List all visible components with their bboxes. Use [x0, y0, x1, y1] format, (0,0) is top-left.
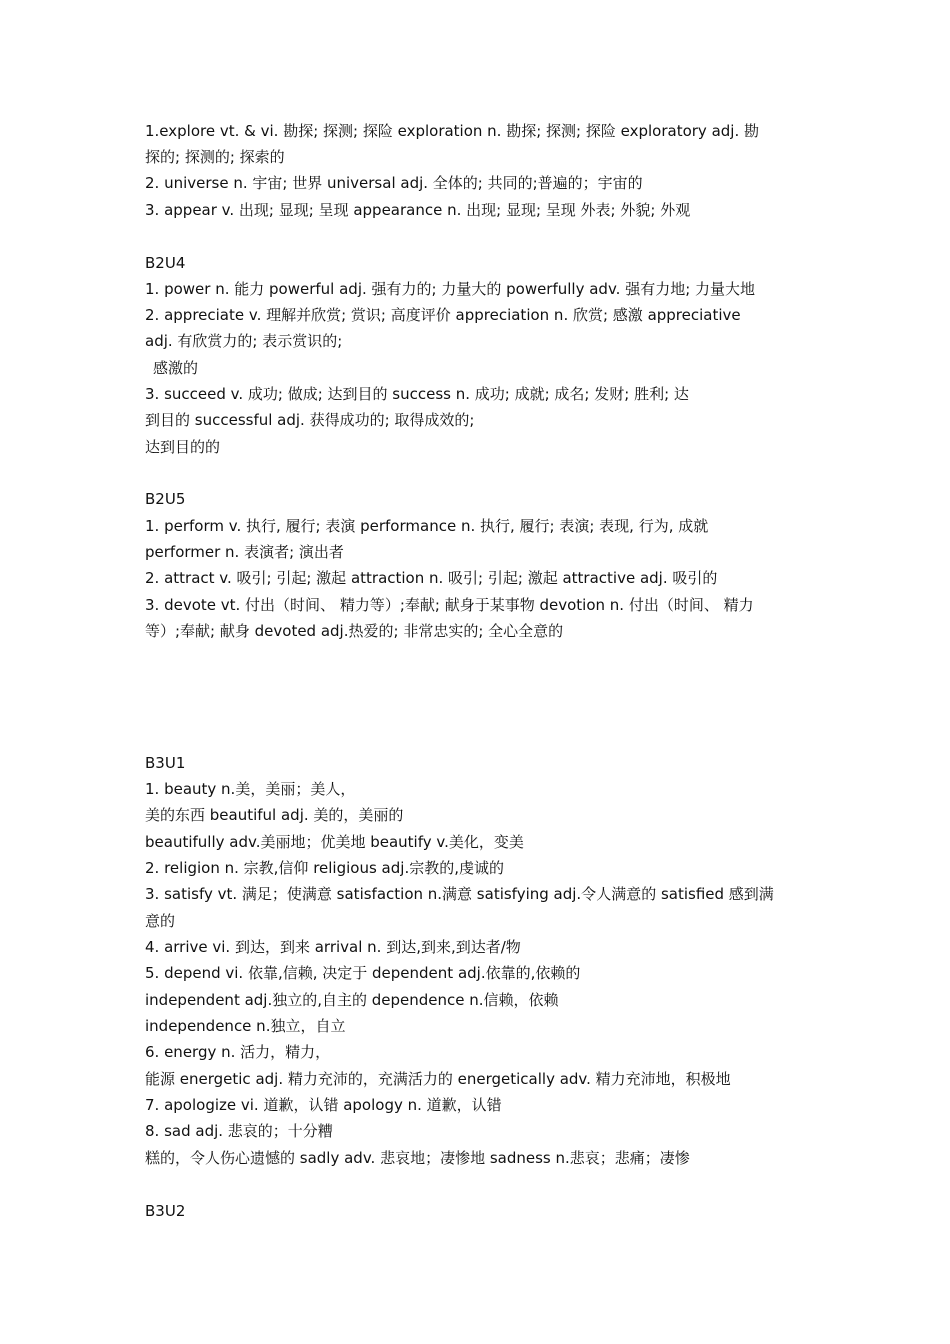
section-heading: B3U2 [145, 1202, 186, 1220]
text-line: 3. devote vt. 付出（时间、 精力等）;奉献; 献身于某事物 devotion n. 付出（时间、 精力 [145, 596, 754, 614]
text-line: 5. depend vi. 依靠,信赖, 决定于 dependent adj.依靠的,依赖的 [145, 964, 581, 982]
text-line: 3. appear v. 出现; 显现; 呈现 appearance n. 出现; 显现; 呈现 外表; 外貌; 外观 [145, 201, 691, 219]
text-line: 糕的，令人伤心遗憾的 sadly adv. 悲哀地；凄惨地 sadness n.悲哀；悲痛；凄惨 [145, 1149, 690, 1167]
section-heading: B3U1 [145, 754, 186, 772]
text-line: 4. arrive vi. 到达，到来 arrival n. 到达,到来,到达者/物 [145, 938, 521, 956]
text-line: 2. religion n. 宗教,信仰 religious adj.宗教的,虔诚的 [145, 859, 504, 877]
text-line: 1. power n. 能力 powerful adj. 强有力的; 力量大的 powerfully adv. 强有力地; 力量大地 [145, 280, 756, 298]
text-line: 能源 energetic adj. 精力充沛的，充满活力的 energetically adv. 精力充沛地，积极地 [145, 1070, 731, 1088]
text-line: 2. appreciate v. 理解并欣赏; 赏识; 高度评价 appreciation n. 欣赏; 感激 appreciative [145, 306, 741, 324]
text-line: performer n. 表演者; 演出者 [145, 543, 344, 561]
text-line: 3. succeed v. 成功; 做成; 达到目的 success n. 成功; 成就; 成名; 发财; 胜利; 达 [145, 385, 689, 403]
text-line: 1.explore vt. & vi. 勘探; 探测; 探险 exploration n. 勘探; 探测; 探险 exploratory adj. 勘 [145, 122, 759, 140]
text-line: beautifully adv.美丽地；优美地 beautify v.美化，变美 [145, 833, 524, 851]
text-line: 意的 [145, 912, 176, 930]
text-line: 1. beauty n.美，美丽；美人， [145, 780, 356, 798]
text-line: 2. universe n. 宇宙; 世界 universal adj. 全体的; 共同的;普遍的；宇宙的 [145, 174, 643, 192]
text-line: 8. sad adj. 悲哀的；十分糟 [145, 1122, 333, 1140]
section-heading: B2U5 [145, 490, 186, 508]
text-line: 美的东西 beautiful adj. 美的，美丽的 [145, 806, 404, 824]
text-line: 等）;奉献; 献身 devoted adj.热爱的; 非常忠实的; 全心全意的 [145, 622, 564, 640]
text-line: independent adj.独立的,自主的 dependence n.信赖，依赖 [145, 991, 559, 1009]
text-line: 7. apologize vi. 道歉，认错 apology n. 道歉，认错 [145, 1096, 502, 1114]
text-line: 3. satisfy vt. 满足；使满意 satisfaction n.满意 satisfying adj.令人满意的 satisfied 感到满 [145, 885, 774, 903]
text-line: 感激的 [153, 359, 199, 377]
text-line: 到目的 successful adj. 获得成功的; 取得成效的; [145, 411, 475, 429]
text-line: 6. energy n. 活力，精力， [145, 1043, 331, 1061]
section-heading: B2U4 [145, 254, 186, 272]
text-line: 探的; 探测的; 探索的 [145, 148, 285, 166]
text-line: 达到目的的 [145, 438, 221, 456]
text-line: 1. perform v. 执行, 履行; 表演 performance n. 执行, 履行; 表演; 表现, 行为, 成就 [145, 517, 709, 535]
text-line: independence n.独立，自立 [145, 1017, 346, 1035]
text-line: 2. attract v. 吸引; 引起; 激起 attraction n. 吸引; 引起; 激起 attractive adj. 吸引的 [145, 569, 718, 587]
text-line: adj. 有欣赏力的; 表示赏识的; [145, 332, 343, 350]
